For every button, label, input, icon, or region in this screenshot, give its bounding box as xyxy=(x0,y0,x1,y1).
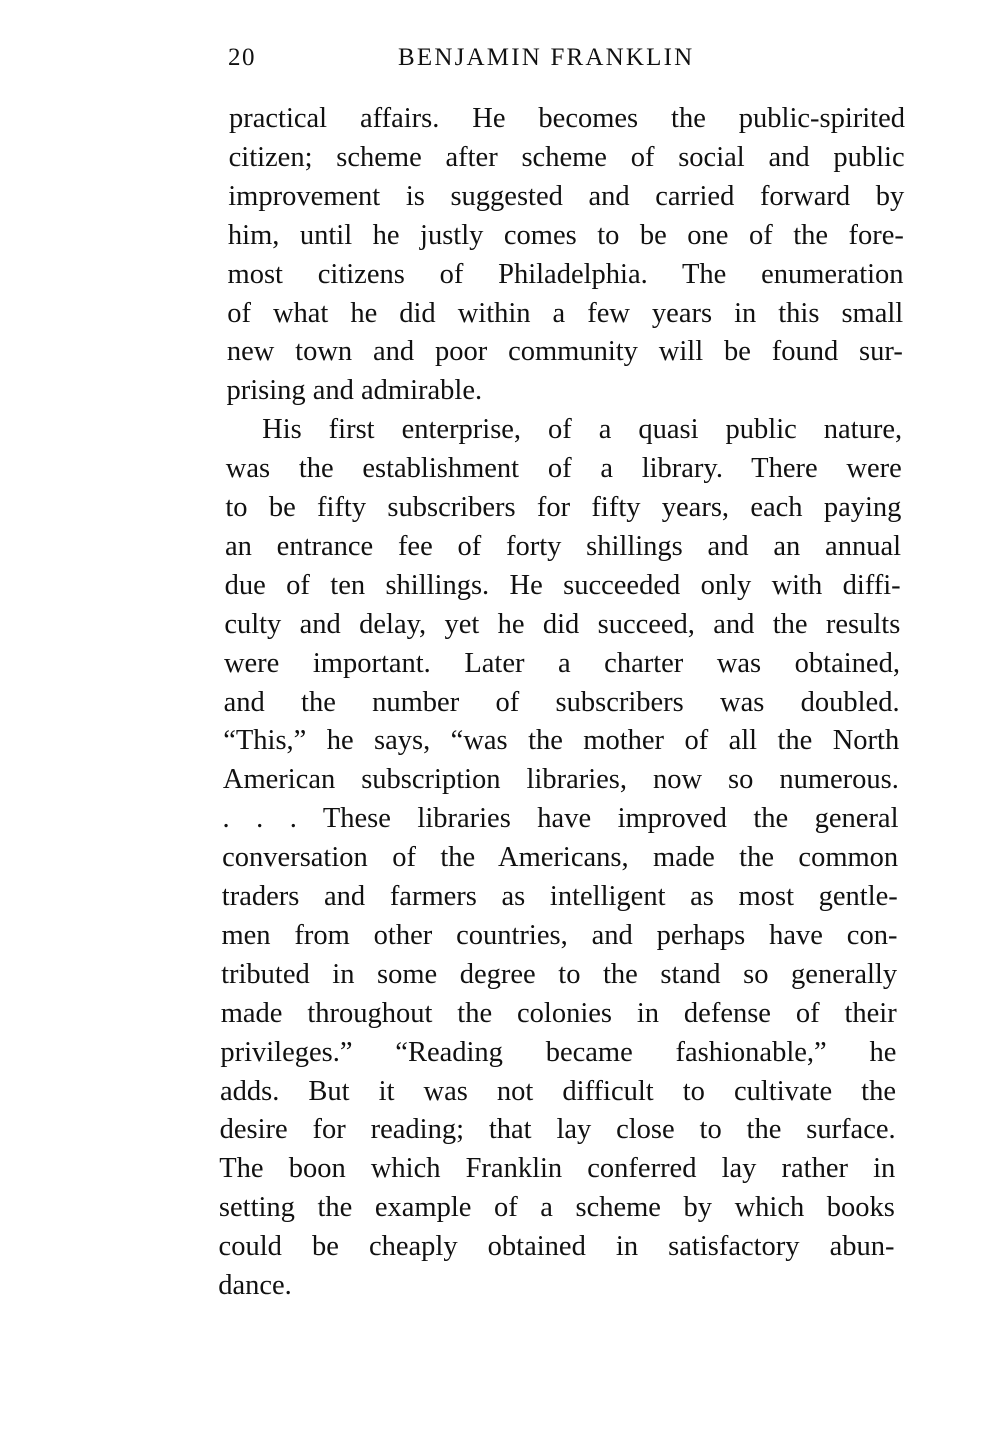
text-line: an entrance fee of forty shillings and an annual xyxy=(225,530,902,562)
page-number: 20 xyxy=(228,44,256,71)
text-line: improvement is suggested and carried forward by xyxy=(228,180,905,212)
text-line: of what he did within a few years in this small xyxy=(227,297,904,329)
text-line: . . . These libraries have improved the general xyxy=(222,803,899,835)
text-line: due of ten shillings. He succeeded only with diffi- xyxy=(224,569,901,601)
text-line: practical affairs. He becomes the public-spirited xyxy=(229,103,905,134)
text-line: was the establishment of a library. There were xyxy=(225,453,902,485)
text-line: prising and admirable. xyxy=(226,375,483,407)
text-line: culty and delay, yet he did succeed, and the results xyxy=(224,608,901,640)
text-line: to be fifty subscribers for fifty years, each paying xyxy=(225,492,902,523)
text-line: could be cheaply obtained in satisfactory abun- xyxy=(218,1231,895,1263)
text-line: citizen; scheme after scheme of social and public xyxy=(228,141,905,173)
text-line: desire for reading; that lay close to the surface. xyxy=(219,1114,896,1146)
text-line: new town and poor community will be found sur- xyxy=(226,336,903,368)
text-line: adds. But it was not difficult to cultivate the xyxy=(220,1075,896,1107)
text-line: setting the example of a scheme by which books xyxy=(218,1192,895,1224)
text-line: made throughout the colonies in defense of their xyxy=(220,997,897,1029)
text-line: him, until he justly comes to be one of the fore- xyxy=(227,219,904,251)
text-line: privileges.” “Reading became fashionable,” he xyxy=(220,1036,897,1068)
text-line: traders and farmers as intelligent as most gentle- xyxy=(221,881,898,912)
text-line: most citizens of Philadelphia. The enumeration xyxy=(227,258,904,290)
text-line: “This,” he says, “was the mother of all the North xyxy=(223,725,900,757)
running-head: BENJAMIN FRANKLIN xyxy=(398,44,695,71)
text-line: and the number of subscribers was doubled. xyxy=(223,686,900,718)
text-line: American subscription libraries, now so numerous. xyxy=(222,764,899,796)
text-line: His first enterprise, of a quasi public nature, xyxy=(262,414,903,446)
text-line: The boon which Franklin conferred lay rather in xyxy=(219,1153,896,1185)
text-line: conversation of the Americans, made the common xyxy=(222,842,899,874)
text-line: were important. Later a charter was obtained, xyxy=(223,647,900,679)
text-line: men from other countries, and perhaps have con- xyxy=(221,919,898,951)
text-line: dance. xyxy=(218,1270,292,1301)
text-line: tributed in some degree to the stand so generally xyxy=(221,958,898,990)
